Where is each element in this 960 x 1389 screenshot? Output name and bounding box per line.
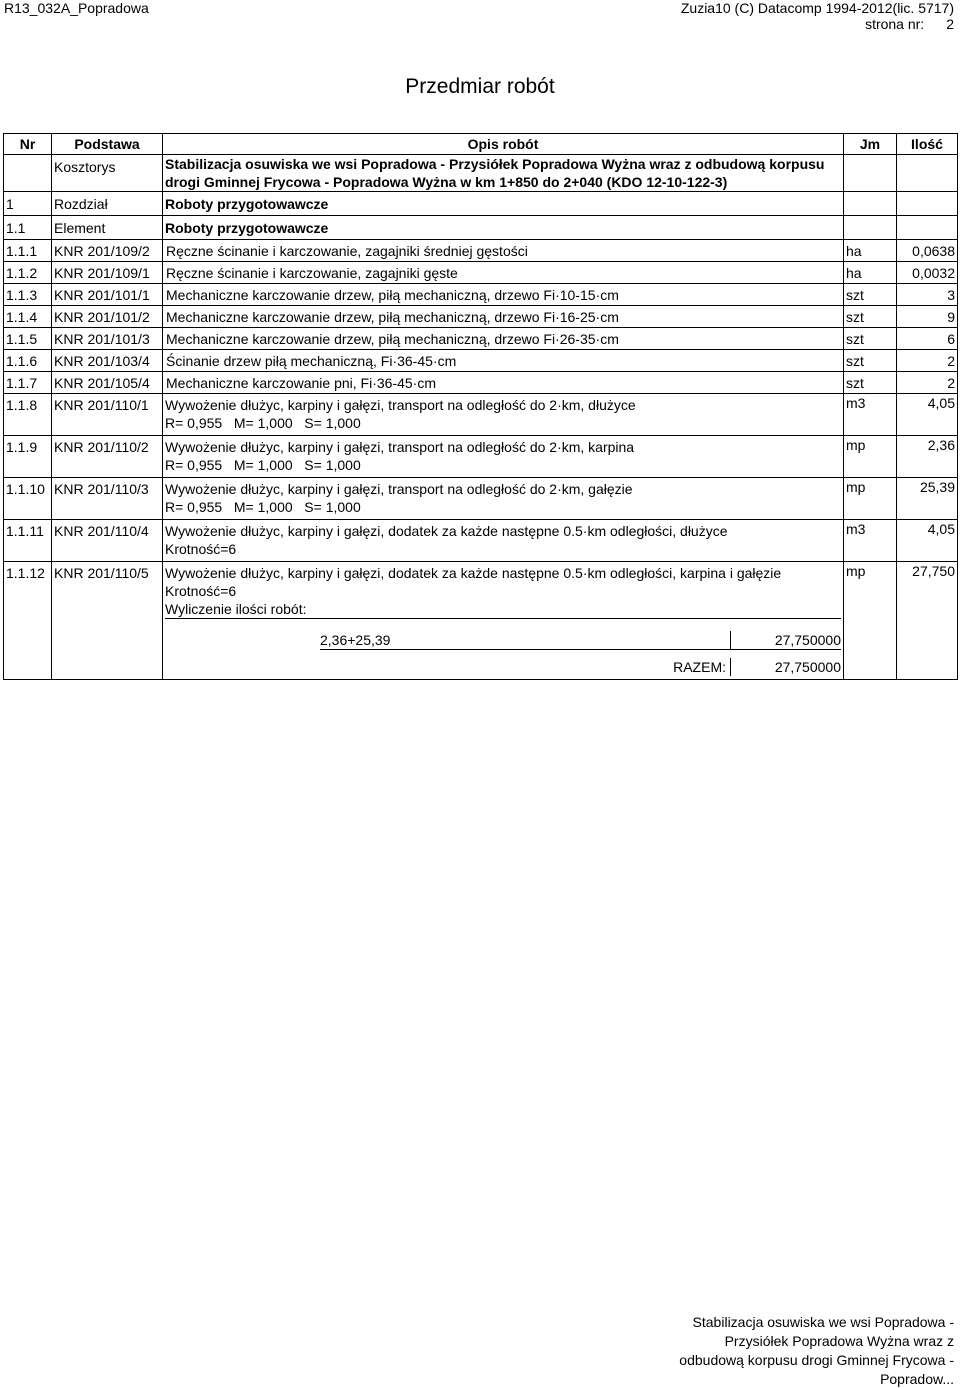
row-jm: mp xyxy=(844,478,897,520)
table-row xyxy=(4,372,958,394)
kosztorys-label: Kosztorys xyxy=(52,155,163,192)
row-podstawa: KNR 201/110/2 xyxy=(52,436,163,478)
kosztorys-nr xyxy=(4,155,52,192)
page-label: strona nr: xyxy=(865,16,925,32)
row-opis: Ręczne ścinanie i karczowanie, zagajniki średniej gęstości xyxy=(163,240,844,262)
row-podstawa: KNR 201/110/4 xyxy=(52,520,163,562)
row-ilosc: 9 xyxy=(897,306,958,328)
row-podstawa: KNR 201/109/2 xyxy=(52,240,163,262)
page-footer xyxy=(654,1313,954,1389)
row-nr: 1.1.9 xyxy=(4,436,52,478)
row-nr: 1.1.8 xyxy=(4,394,52,436)
table-row xyxy=(4,478,958,520)
row-opis: Wywożenie dłużyc, karpiny i gałęzi, transport na odległość do 2·km, gałęzie xyxy=(165,481,633,497)
row-nr: 1.1.4 xyxy=(4,306,52,328)
row-podstawa: KNR 201/105/4 xyxy=(52,372,163,394)
rozdzial-nr: 1 xyxy=(4,192,52,216)
row-ilosc: 2,36 xyxy=(897,436,958,478)
razem-row xyxy=(165,658,841,676)
table-row xyxy=(4,306,958,328)
kosztorys-jm xyxy=(844,155,897,192)
row-opis-cell xyxy=(163,436,844,478)
row-jm: m3 xyxy=(844,394,897,436)
footer-line: Popradow... xyxy=(880,1371,954,1387)
razem-value: 27,750000 xyxy=(730,658,841,676)
row-opis-factors: R= 0,955 M= 1,000 S= 1,000 xyxy=(165,415,361,431)
row-nr: 1.1.6 xyxy=(4,350,52,372)
program-info: Zuzia10 (C) Datacomp 1994-2012(lic. 5717) xyxy=(680,0,954,16)
element-label: Element xyxy=(52,216,163,240)
row-jm: szt xyxy=(844,372,897,394)
row-ilosc: 3 xyxy=(897,284,958,306)
row-jm: ha xyxy=(844,240,897,262)
row-nr: 1.1.3 xyxy=(4,284,52,306)
row-ilosc: 6 xyxy=(897,328,958,350)
column-header-podstawa: Podstawa xyxy=(52,134,163,155)
table-row xyxy=(4,350,958,372)
table-row xyxy=(4,284,958,306)
row-ilosc: 2 xyxy=(897,350,958,372)
row-opis: Wywożenie dłużyc, karpiny i gałęzi, dodatek za każde następne 0.5·km odległości, karpina i gałęzie xyxy=(165,565,782,581)
rozdzial-row xyxy=(4,192,958,216)
row-ilosc: 4,05 xyxy=(897,394,958,436)
row-ilosc: 25,39 xyxy=(897,478,958,520)
row-nr: 1.1.1 xyxy=(4,240,52,262)
row-opis: Ręczne ścinanie i karczowanie, zagajniki gęste xyxy=(163,262,844,284)
row-opis-factors: R= 0,955 M= 1,000 S= 1,000 xyxy=(165,499,361,515)
row-podstawa: KNR 201/101/3 xyxy=(52,328,163,350)
column-header-ilosc: Ilość xyxy=(897,134,958,155)
row-ilosc: 27,750 xyxy=(897,562,958,680)
row-opis: Mechaniczne karczowanie drzew, piłą mechaniczną, drzewo Fi·26-35·cm xyxy=(163,328,844,350)
row-nr: 1.1.7 xyxy=(4,372,52,394)
table-row xyxy=(4,520,958,562)
row-jm: mp xyxy=(844,562,897,680)
column-header-nr: Nr xyxy=(4,134,52,155)
row-podstawa: KNR 201/110/1 xyxy=(52,394,163,436)
row-jm: szt xyxy=(844,328,897,350)
row-opis: Ścinanie drzew piłą mechaniczną, Fi·36-45·cm xyxy=(163,350,844,372)
element-name: Roboty przygotowawcze xyxy=(163,216,844,240)
footer-line: odbudową korpusu drogi Gminnej Frycowa - xyxy=(679,1352,954,1368)
row-podstawa: KNR 201/101/1 xyxy=(52,284,163,306)
row-opis: Mechaniczne karczowanie drzew, piłą mechaniczną, drzewo Fi·10-15·cm xyxy=(163,284,844,306)
row-nr: 1.1.5 xyxy=(4,328,52,350)
row-opis: Mechaniczne karczowanie pni, Fi·36-45·cm xyxy=(163,372,844,394)
przedmiar-table xyxy=(3,133,958,680)
row-opis-cell xyxy=(163,478,844,520)
row-jm: mp xyxy=(844,436,897,478)
row-podstawa: KNR 201/110/3 xyxy=(52,478,163,520)
rozdzial-ilosc xyxy=(897,192,958,216)
kosztorys-row xyxy=(4,155,958,192)
kosztorys-name: Stabilizacja osuwiska we wsi Popradowa - Przysiółek Popradowa Wyżna wraz z odbudową korpusu drogi Gminnej Frycowa - Popradowa Wyżna w km 1+850 do 2+040 (KDO 12-10-122-3) xyxy=(163,155,844,192)
column-header-jm: Jm xyxy=(844,134,897,155)
page-number-label xyxy=(865,16,954,32)
rozdzial-label: Rozdział xyxy=(52,192,163,216)
row-jm: m3 xyxy=(844,520,897,562)
row-nr: 1.1.11 xyxy=(4,520,52,562)
footer-line: Przysiółek Popradowa Wyżna wraz z xyxy=(724,1333,954,1349)
calculation-value: 27,750000 xyxy=(730,631,841,650)
row-opis-factors: Krotność=6 xyxy=(165,583,237,599)
calculation-expression: 2,36+25,39 xyxy=(320,631,730,650)
column-header-opis: Opis robót xyxy=(163,134,844,155)
row-nr: 1.1.12 xyxy=(4,562,52,680)
row-podstawa: KNR 201/101/2 xyxy=(52,306,163,328)
row-opis: Wywożenie dłużyc, karpiny i gałęzi, transport na odległość do 2·km, karpina xyxy=(165,439,635,455)
row-opis-cell xyxy=(163,394,844,436)
table-row xyxy=(4,394,958,436)
table-row xyxy=(4,436,958,478)
element-ilosc xyxy=(897,216,958,240)
row-ilosc: 0,0638 xyxy=(897,240,958,262)
calculation-row xyxy=(165,631,841,650)
row-opis-factors: Krotność=6 xyxy=(165,541,237,557)
row-opis: Wywożenie dłużyc, karpiny i gałęzi, dodatek za każde następne 0.5·km odległości, dłużyce xyxy=(165,523,728,539)
row-jm: szt xyxy=(844,284,897,306)
page-number: 2 xyxy=(946,16,954,32)
row-ilosc: 4,05 xyxy=(897,520,958,562)
table-row xyxy=(4,328,958,350)
document-file-name: R13_032A_Popradowa xyxy=(4,0,149,16)
kosztorys-ilosc xyxy=(897,155,958,192)
row-opis-factors: R= 0,955 M= 1,000 S= 1,000 xyxy=(165,457,361,473)
row-jm: szt xyxy=(844,350,897,372)
table-header-row xyxy=(4,134,958,155)
rozdzial-name: Roboty przygotowawcze xyxy=(163,192,844,216)
footer-line: Stabilizacja osuwiska we wsi Popradowa - xyxy=(692,1314,954,1330)
table-row xyxy=(4,240,958,262)
row-jm: ha xyxy=(844,262,897,284)
element-row xyxy=(4,216,958,240)
row-ilosc: 2 xyxy=(897,372,958,394)
row-podstawa: KNR 201/103/4 xyxy=(52,350,163,372)
row-ilosc: 0,0032 xyxy=(897,262,958,284)
table-row xyxy=(4,562,958,680)
row-podstawa: KNR 201/109/1 xyxy=(52,262,163,284)
razem-label: RAZEM: xyxy=(673,659,726,675)
row-podstawa: KNR 201/110/5 xyxy=(52,562,163,680)
row-nr: 1.1.2 xyxy=(4,262,52,284)
row-opis-cell xyxy=(163,562,844,680)
row-opis: Mechaniczne karczowanie drzew, piłą mechaniczną, drzewo Fi·16-25·cm xyxy=(163,306,844,328)
row-nr: 1.1.10 xyxy=(4,478,52,520)
rozdzial-jm xyxy=(844,192,897,216)
element-nr: 1.1 xyxy=(4,216,52,240)
element-jm xyxy=(844,216,897,240)
calculation-block xyxy=(165,600,841,676)
table-row xyxy=(4,262,958,284)
row-jm: szt xyxy=(844,306,897,328)
calculation-label: Wyliczenie ilości robót: xyxy=(165,600,841,619)
row-opis-cell xyxy=(163,520,844,562)
document-title: Przedmiar robót xyxy=(405,75,555,98)
row-opis: Wywożenie dłużyc, karpiny i gałęzi, transport na odległość do 2·km, dłużyce xyxy=(165,397,636,413)
